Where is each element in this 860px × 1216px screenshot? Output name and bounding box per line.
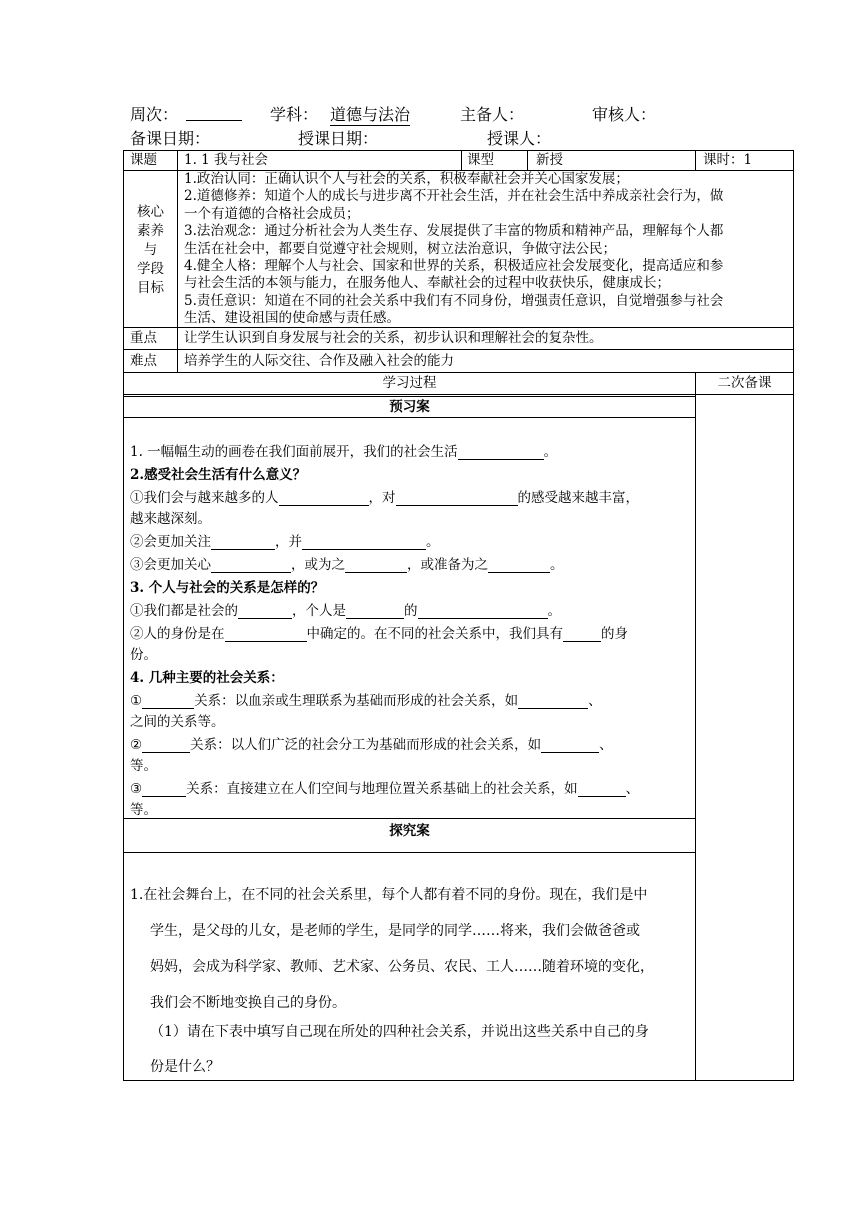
- week-blank[interactable]: [186, 102, 242, 121]
- q4-2-text: ②: [130, 737, 143, 753]
- q3-1-text: ，个人是: [292, 603, 346, 619]
- q1: [130, 440, 557, 460]
- q2-1-blank[interactable]: [396, 487, 518, 506]
- h-line: [695, 1080, 793, 1081]
- q3-1-blank[interactable]: [238, 600, 292, 619]
- core-label-line: 与: [143, 242, 158, 258]
- key-label: 重点: [130, 330, 157, 346]
- q2-1-cont: 越来越深刻。: [130, 511, 211, 527]
- q2-3-text: ，或准备为之: [407, 557, 488, 573]
- explore-line: （1）请在下表中填写自己现在所处的四种社会关系，并说出这些关系中自己的身: [150, 1024, 649, 1040]
- q4-2: [130, 733, 613, 753]
- core-line: 3.法治观念：通过分析社会为人类生存、发展提供了丰富的物质和精神产品，理解每个人都: [184, 223, 724, 240]
- core-label-line: 目标: [137, 280, 164, 296]
- core-line: 1.政治认同：正确认识个人与社会的关系，积极奉献社会并关心国家发展；: [184, 171, 629, 187]
- h-line: [123, 852, 695, 853]
- core-content: [184, 171, 792, 328]
- q3-1: [130, 599, 561, 619]
- q3-2-blank[interactable]: [563, 623, 601, 642]
- q3-1-blank[interactable]: [346, 600, 404, 619]
- q2-title: 2.感受社会生活有什么意义？: [130, 467, 307, 483]
- q1-text: 1. 一幅幅生动的画卷在我们面前展开，我们的社会生活: [130, 444, 458, 460]
- prep-date-label: 备课日期：: [130, 129, 211, 148]
- v-line: [793, 150, 794, 1081]
- explore-line: 学生，是父母的儿女，是老师的学生，是同学的同学……将来，我们会做爸爸或: [150, 923, 640, 939]
- q4-1-text: 关系：以血亲或生理联系为基础而形成的社会关系，如: [194, 693, 519, 709]
- second-prep-label: 二次备课: [717, 375, 772, 391]
- q3-1-text: 的: [404, 603, 418, 619]
- q2-2-text: ②会更加关注: [130, 534, 211, 550]
- h-line: [123, 394, 793, 395]
- q4-1-text: 、: [588, 693, 602, 709]
- v-line: [695, 372, 696, 1081]
- explore-line: 我们会不断地变换自己的身份。: [150, 995, 346, 1011]
- h-line: [123, 1080, 695, 1081]
- q4-3-blank[interactable]: [578, 778, 626, 797]
- core-label-line: 素养: [137, 223, 164, 239]
- q2-2-blank[interactable]: [211, 531, 275, 550]
- q4-3-text: 关系：直接建立在人们空间与地理位置关系基础上的社会关系，如: [186, 781, 578, 797]
- q3-2-text: ②人的身份是在: [130, 626, 225, 642]
- v-line: [461, 150, 462, 171]
- core-label: [124, 203, 177, 298]
- q2-3-blank[interactable]: [345, 554, 407, 573]
- q2-3-text: ，或为之: [291, 557, 345, 573]
- core-line: 与社会生活的本领与能力，在服务他人、奉献社会的过程中收获快乐，健康成长；: [184, 275, 670, 292]
- q2-2-blank[interactable]: [302, 531, 426, 550]
- subject-value: 道德与法治: [330, 102, 410, 126]
- q4-1-text: ①: [130, 693, 143, 709]
- q4-3-cont: 等。: [130, 802, 157, 818]
- q4-2-cont: 等。: [130, 758, 157, 774]
- q3-1-text: ①我们都是社会的: [130, 603, 238, 619]
- q2-3-blank[interactable]: [211, 554, 291, 573]
- q2-3-blank[interactable]: [488, 554, 550, 573]
- h-line: [123, 417, 695, 418]
- q3-2-blank[interactable]: [225, 623, 307, 642]
- explore-line: 1.在社会舞台上，在不同的社会关系里，每个人都有着不同的身份。现在，我们是中: [130, 887, 648, 903]
- q2-1-text: 的感受越来越丰富，: [517, 490, 639, 506]
- h-line: [123, 396, 695, 397]
- type-value: 新授: [536, 152, 563, 168]
- core-line: 生活在社会中，都要自觉遵守社会规则，树立法治意识，争做守法公民；: [184, 240, 616, 257]
- q2-2-text: 。: [426, 534, 440, 550]
- header-row-1: [130, 102, 730, 126]
- v-line: [527, 150, 528, 171]
- q2-1-text: ①我们会与越来越多的人: [130, 490, 279, 506]
- q3-1-blank[interactable]: [418, 600, 548, 619]
- q4-2-text: 关系：以人们广泛的社会分工为基础而形成的社会关系，如: [190, 737, 542, 753]
- q1-blank[interactable]: [458, 441, 544, 460]
- period: 课时：1: [703, 152, 753, 168]
- q4-1-blank[interactable]: [518, 690, 588, 709]
- core-line: 5.责任意识：知道在不同的社会关系中我们有不同身份，增强责任意识，自觉增强参与社会: [184, 292, 724, 309]
- q2-3: [130, 553, 564, 573]
- q4-3-blank[interactable]: [142, 778, 186, 797]
- key-value: 让学生认识到自身发展与社会的关系，初步认识和理解社会的复杂性。: [184, 330, 603, 346]
- q3-1-text: 。: [547, 603, 561, 619]
- q4-3: [130, 777, 639, 797]
- topic-label: 课题: [130, 152, 157, 168]
- teach-date-label: 授课日期：: [298, 129, 379, 148]
- core-line: 4.健全人格：理解个人与社会、国家和世界的关系，积极适应社会发展变化，提高适应和参: [184, 258, 724, 275]
- week-label: 周次：: [130, 105, 179, 124]
- h-line: [123, 349, 793, 350]
- explore-line: 妈妈，会成为科学家、教师、艺术家、公务员、农民、工人……随着环境的变化，: [150, 959, 654, 975]
- v-line: [695, 150, 696, 171]
- core-line: 一个有道德的合格社会成员；: [184, 205, 360, 222]
- q3-2: [130, 622, 628, 642]
- preparer-label: 主备人：: [460, 105, 525, 124]
- header-row-2: [130, 126, 730, 150]
- type-label: 课型: [467, 152, 494, 168]
- q4-1: [130, 689, 602, 709]
- process-label: 学习过程: [382, 375, 437, 391]
- q4-1-blank[interactable]: [142, 690, 194, 709]
- q4-3-text: 、: [625, 781, 640, 797]
- q2-1-text: ，对: [368, 490, 396, 506]
- preview-title: 预习案: [389, 399, 430, 415]
- q4-2-text: 、: [599, 737, 613, 753]
- q3-2-text: 的身: [601, 626, 628, 642]
- teacher-label: 授课人：: [487, 129, 552, 148]
- core-line: 生活、建设祖国的使命感与责任感。: [184, 310, 400, 327]
- diff-label: 难点: [130, 353, 157, 369]
- q2-3-text: 。: [550, 557, 564, 573]
- q2-2: [130, 530, 440, 550]
- q4-2-blank[interactable]: [541, 734, 599, 753]
- v-line: [177, 150, 178, 372]
- q3-2-cont: 份。: [130, 647, 157, 663]
- reviewer-label: 审核人：: [592, 105, 657, 124]
- topic-value: 1. 1 我与社会: [184, 152, 269, 168]
- q2-3-text: ③会更加关心: [130, 557, 211, 573]
- q4-title: 4. 几种主要的社会关系：: [130, 670, 284, 686]
- q3-title: 3. 个人与社会的关系是怎样的？: [130, 580, 325, 596]
- explore-title: 探究案: [389, 823, 430, 839]
- core-line: 2.道德修养：知道个人的成长与进步离不开社会生活，并在社会生活中养成亲社会行为，做: [184, 188, 724, 205]
- q4-1-cont: 之间的关系等。: [130, 714, 225, 730]
- explore-line: 份是什么？: [150, 1059, 220, 1075]
- subject-label: 学科：: [270, 105, 319, 124]
- q3-2-text: 中确定的。在不同的社会关系中，我们具有: [306, 626, 563, 642]
- h-line: [123, 818, 695, 819]
- core-label-line: 学段: [137, 261, 164, 277]
- q2-2-text: ，并: [275, 534, 302, 550]
- q4-2-blank[interactable]: [142, 734, 190, 753]
- q1-end: 。: [543, 444, 558, 460]
- q2-1: [130, 486, 639, 506]
- q4-3-text: ③: [130, 781, 143, 797]
- core-label-line: 核心: [137, 204, 164, 220]
- diff-value: 培养学生的人际交往、合作及融入社会的能力: [184, 353, 454, 369]
- q2-1-blank[interactable]: [279, 487, 369, 506]
- h-line: [123, 372, 793, 373]
